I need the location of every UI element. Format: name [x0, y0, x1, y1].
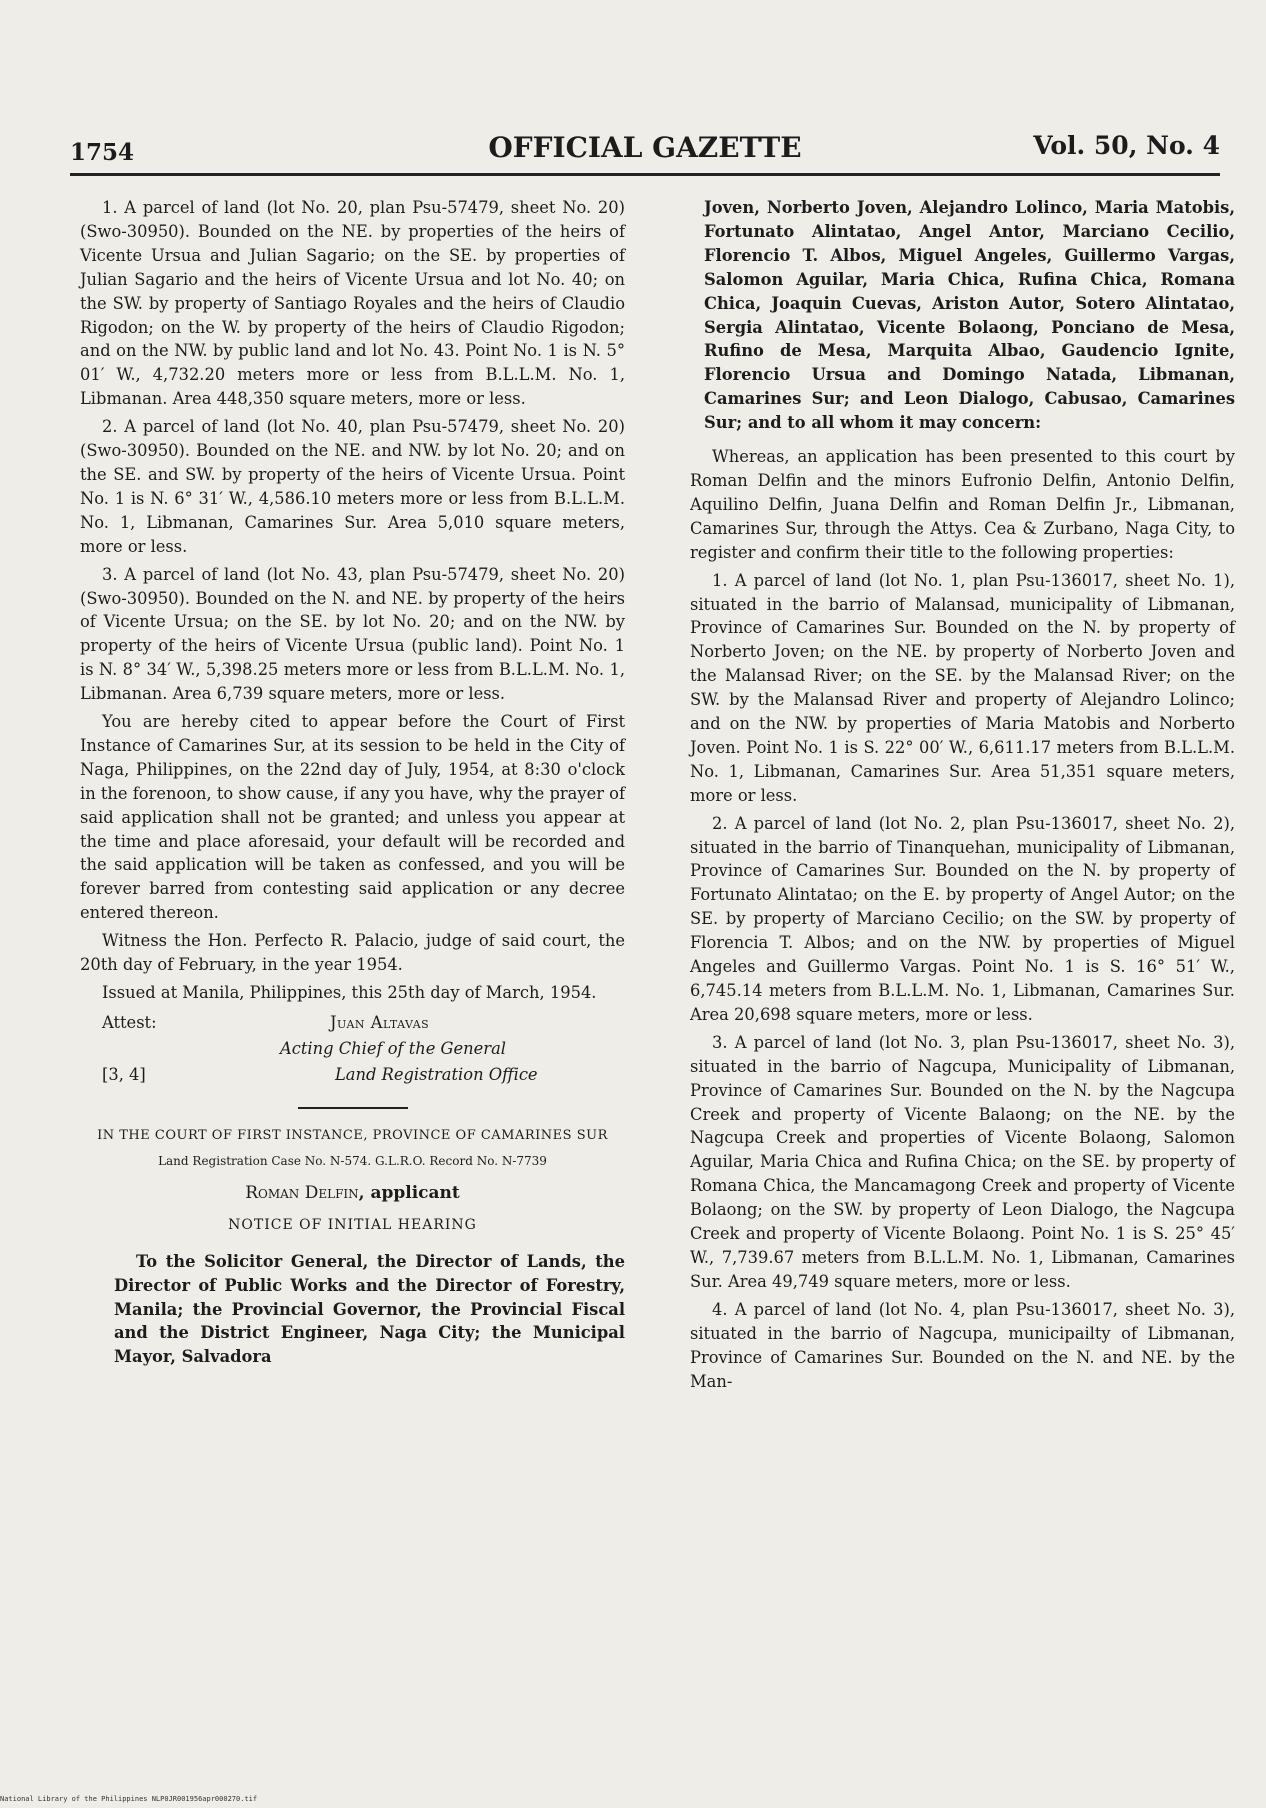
witness-paragraph: Witness the Hon. Perfecto R. Palacio, judge of said court, the 20th day of February, in the year 1954. [80, 931, 625, 975]
section-divider [298, 1107, 408, 1109]
issued-paragraph: Issued at Manila, Philippines, this 25th day of March, 1954. [102, 983, 597, 1002]
citation-paragraph: You are hereby cited to appear before the Court of First Instance of Camarines Sur, at its session to be held in the City of Naga, Philippines, on the 22nd day of July, 1954, at 8:30 o'clock in the forenoon, to show cause, if any you have, why the prayer of said application shall not be granted; and unless you appear at the time and place aforesaid, your default will be recorded and the said application will be taken as confessed, and you will be forever barred from contesting said application or any decree entered thereon. [80, 712, 625, 923]
parcel-paragraph: 3. A parcel of land (lot No. 3, plan Psu-136017, sheet No. 3), situated in the barrio of Nagcupa, Municipality of Libmanan, Province of Camarines Sur. Bounded on the N. by the Nagcupa Creek and property of Vicente Balaong; on the NE. by the Nagcupa Creek and properties of Vicente Bolaong, Salomon Aguilar, Maria Chica and Rufina Chica; on the SE. by property of Romana Chica, the Mancamagong Creek and property of Vicente Bolaong; on the SW. by property of Leon Dialogo, the Nagcupa Creek and property of Vicente Bolaong. Point No. 1 is S. 25° 45′ W., 7,739.67 meters from B.L.L.M. No. 1, Libmanan, Camarines Sur. Area 49,749 square meters, more or less. [690, 1032, 1235, 1291]
parcel-paragraph: 2. A parcel of land (lot No. 2, plan Psu-136017, sheet No. 2), situated in the barrio of Tinanquehan, municipality of Libmanan, Province of Camarines Sur. Bounded on the N. by property of Fortunato Alintatao; on the E. by property of Angel Autor; on the SE. by property of Marciano Cecilio; on the SW. by property of Florencia T. Albos; and on the NW. by properties of Miguel Angeles and Guillermo Vargas. Point No. 1 is S. 16° 51′ W., 6,745.14 meters from B.L.L.M. No. 1, Libmanan, Camarines Sur. Area 20,698 square meters, more or less. [690, 813, 1235, 1024]
publication-title: OFFICIAL GAZETTE [488, 131, 802, 164]
notice-title: NOTICE OF INITIAL HEARING [228, 1216, 477, 1233]
volume-issue: Vol. 50, No. 4 [1033, 131, 1220, 160]
page-number: 1754 [70, 139, 135, 166]
addressees-paragraph: To the Solicitor General, the Director of Lands, the Director of Public Works and the Director of Forestry, Manila; the Provincial Governor, the Provincial Fiscal and the District Engineer, Naga City; the Municipal Mayor, Salvadora [114, 1251, 625, 1367]
applicant-line [80, 1182, 625, 1206]
issue-reference: [3, 4] [102, 1064, 146, 1084]
signatory-title-2: Land Registration Office [335, 1064, 538, 1084]
court-caption: IN THE COURT OF FIRST INSTANCE, PROVINCE OF CAMARINES SUR [97, 1127, 608, 1143]
parcel-paragraph: 1. A parcel of land (lot No. 20, plan Psu-57479, sheet No. 20) (Swo-30950). Bounded on the NE. by properties of the heirs of Vicente Ursua and Julian Sagario; on the SE. by properties of Julian Sagario and the heirs of Vicente Ursua and lot No. 40; on the SW. by property of Santiago Royales and the heirs of Claudio Rigodon; on the W. by property of the heirs of Claudio Rigodon; and on the NW. by public land and lot No. 43. Point No. 1 is N. 5° 01′ W., 4,732.20 meters more or less from B.L.L.M. No. 1, Libmanan. Area 448,350 square meters, more or less. [80, 198, 625, 409]
parcel-paragraph: 2. A parcel of land (lot No. 40, plan Psu-57479, sheet No. 20) (Swo-30950). Bounded on the NE. and NW. by lot No. 20; and on the SE. and SW. by property of the heirs of Vicente Ursua. Point No. 1 is N. 6° 31′ W., 4,586.10 meters more or less from B.L.L.M. No. 1, Libmanan, Camarines Sur. Area 5,010 square meters, more or less. [80, 417, 625, 556]
attestation-block [80, 1011, 625, 1091]
signatory-name: Juan Altavas [330, 1012, 430, 1032]
signatory-title: Acting Chief of the General [280, 1038, 506, 1058]
parcel-paragraph: 4. A parcel of land (lot No. 4, plan Psu-136017, sheet No. 3), situated in the barrio of Nagcupa, municipailty of Libmanan, Province of Camarines Sur. Bounded on the N. and NE. by the Man- [690, 1299, 1235, 1391]
applicant-label: , applicant [358, 1182, 460, 1203]
scan-footer: National Library of the Philippines NLP0JR001956apr000270.tif [0, 1795, 258, 1803]
page-header [70, 125, 1220, 176]
parcel-paragraph: 1. A parcel of land (lot No. 1, plan Psu-136017, sheet No. 1), situated in the barrio of Malansad, municipality of Libmanan, Province of Camarines Sur. Bounded on the N. by property of Norberto Joven; on the NE. by property of Norberto Joven and the Malansad River; on the SE. by the Malansad River; on the SW. by the Malansad River and property of Alejandro Lolinco; and on the NW. by properties of Maria Matobis and Norberto Joven. Point No. 1 is S. 22° 00′ W., 6,611.17 meters from B.L.L.M. No. 1, Libmanan, Camarines Sur. Area 51,351 square meters, more or less. [690, 570, 1235, 805]
applicant-name: Roman Delfin [245, 1182, 359, 1203]
whereas-paragraph: Whereas, an application has been presented to this court by Roman Delfin and the minors Eufronio Delfin, Antonio Delfin, Aquilino Delfin, Juana Delfin and Roman Delfin Jr., Libmanan, Camarines Sur, through the Attys. Cea & Zurbano, Naga City, to register and confirm their title to the following properties: [690, 447, 1235, 562]
left-column [80, 196, 625, 1369]
parcel-paragraph: 3. A parcel of land (lot No. 43, plan Psu-57479, sheet No. 20) (Swo-30950). Bounded on the N. and NE. by property of the heirs of Vicente Ursua; on the SE. by lot No. 20; and on the NW. by property of the heirs of Vicente Ursua (public land). Point No. 1 is N. 8° 34′ W., 5,398.25 meters more or less from B.L.L.M. No. 1, Libmanan. Area 6,739 square meters, more or less. [80, 564, 625, 704]
attest-label: Attest: [102, 1012, 157, 1032]
addressees-continuation: Joven, Norberto Joven, Alejandro Lolinco, Maria Matobis, Fortunato Alintatao, Angel Antor, Marciano Cecilio, Florencio T. Albos, Miguel Angeles, Guillermo Vargas, Salomon Aguilar, Maria Chica, Rufina Chica, Romana Chica, Joaquin Cuevas, Ariston Autor, Sotero Alintatao, Sergia Alintatao, Vicente Bolaong, Ponciano de Mesa, Rufino de Mesa, Marquita Albao, Gaudencio Ignite, Florencio Ursua and Domingo Natada, Libmanan, Camarines Sur; and Leon Dialogo, Cabusao, Camarines Sur; and to all whom it may concern: [704, 198, 1235, 433]
right-column [690, 196, 1235, 1393]
case-number: Land Registration Case No. N-574. G.L.R.O. Record No. N-7739 [158, 1153, 547, 1168]
